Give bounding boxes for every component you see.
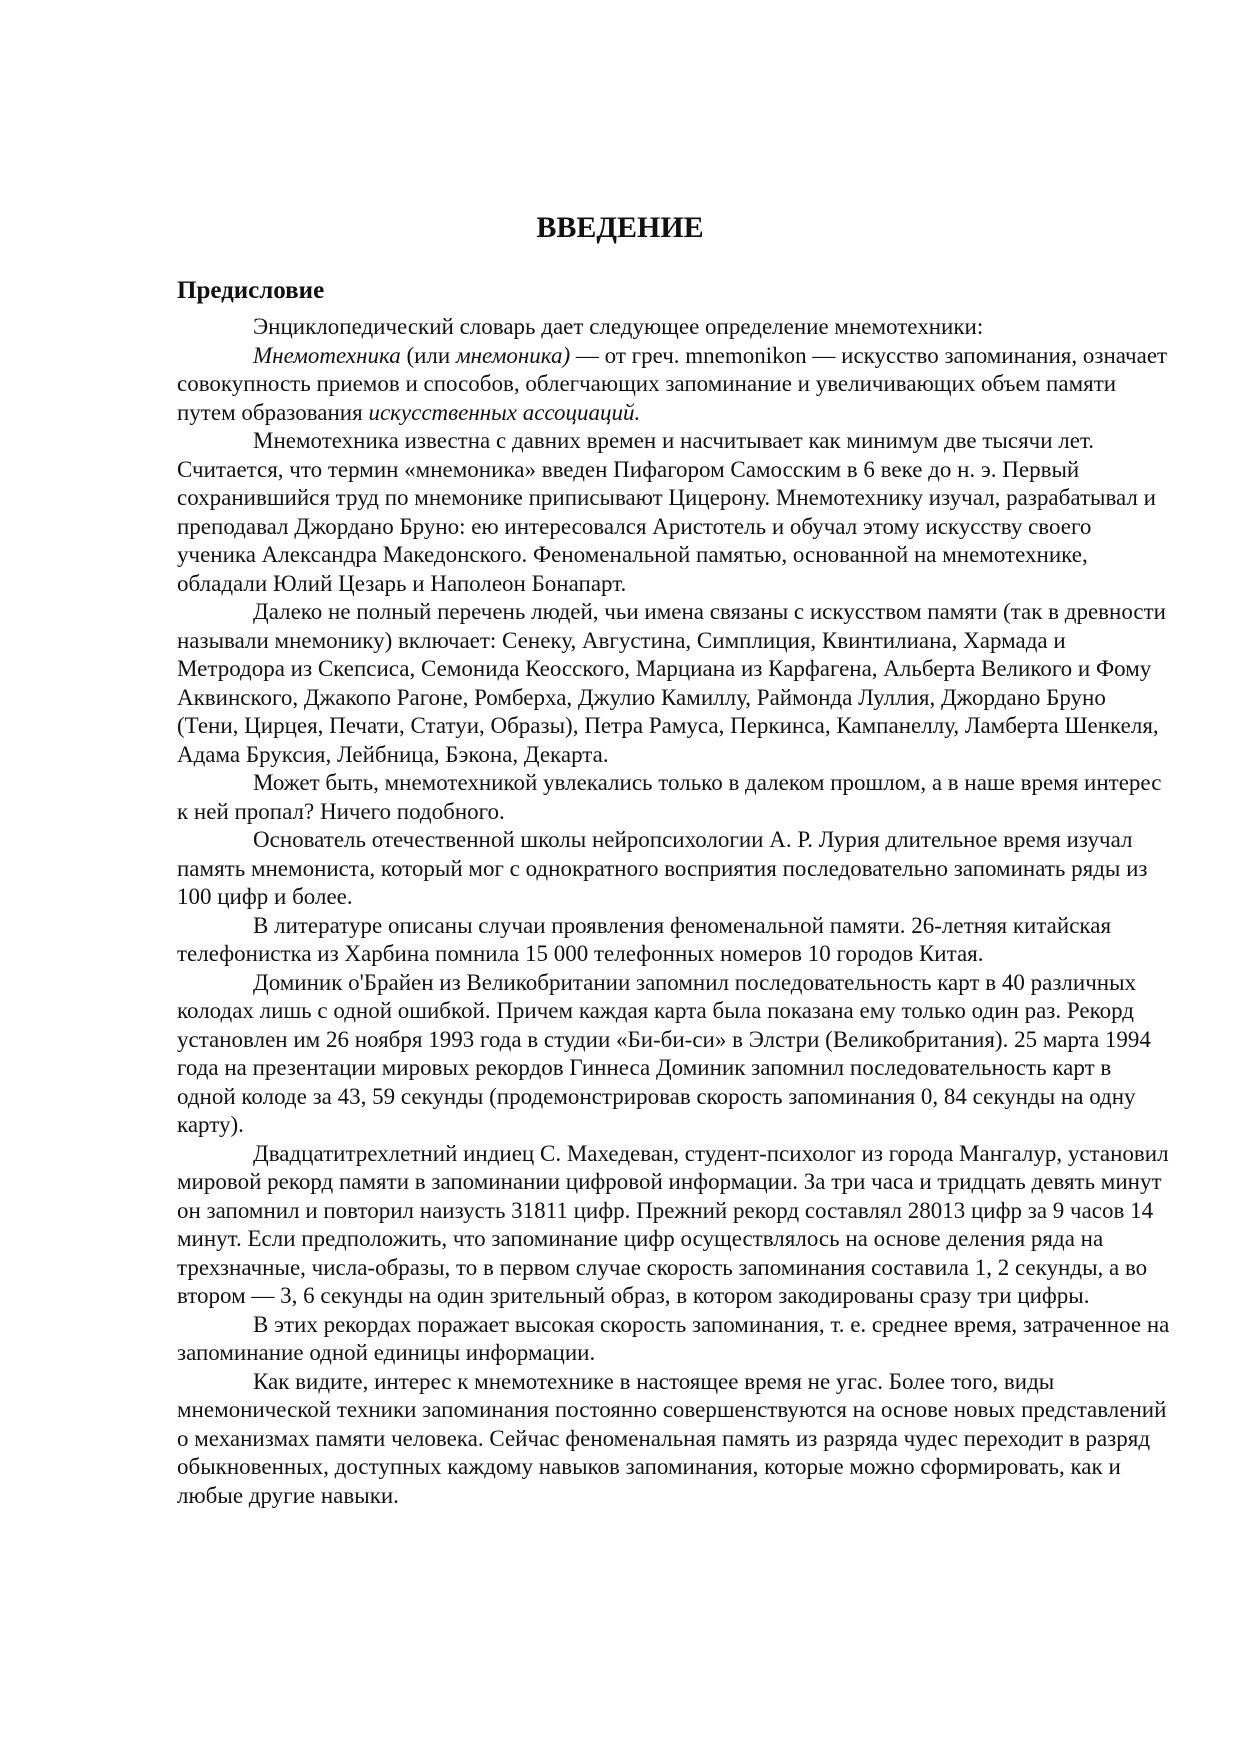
italic-text: искусственных ассоциаций. xyxy=(368,399,641,425)
paragraph-text: Может быть, мнемотехникой увлекались только в далеком прошлом, а в наше время интерес к ней пропал? Ничего подобного. xyxy=(177,770,1162,824)
paragraph-text: — от греч. mnemonikon — искусство запоминания, означает совокупность приемов и способов, облегчающих запоминание и увеличивающих объем памяти путем образования xyxy=(177,342,1168,425)
paragraph xyxy=(177,598,1172,769)
paragraph-text: Основатель отечественной школы нейропсихологии А. Р. Лурия длительное время изучал память мнемониста, который мог с однократного восприятия последовательно запоминать ряды из 100 цифр и более. xyxy=(177,827,1148,909)
paragraph-text: В литературе описаны случаи проявления феноменальной памяти. 26-летняя китайская телефонистка из Харбина помнила 15 000 телефонных номеров 10 городов Китая. xyxy=(177,912,1112,966)
body-text xyxy=(177,313,1172,1510)
paragraph-text: Доминик о'Брайен из Великобритании запомнил последовательность карт в 40 различных колодах лишь с одной ошибкой. Причем каждая карта была показана ему только один раз. Рекорд установлен им 26 ноября 1993 года в студии «Би-би-си» в Элстри (Великобритания). 25 марта 1994 года на презентации мировых рекордов Гиннеса Доминик запомнил последовательность карт в одной колоде за 43, 59 секунды (продемонстрировав скорость запоминания 0, 84 секунды на одну карту). xyxy=(177,969,1151,1137)
paragraph xyxy=(177,342,1172,428)
italic-text: Мнемотехника xyxy=(253,342,401,368)
paragraph xyxy=(177,912,1172,969)
paragraph xyxy=(177,1368,1172,1511)
paragraph-text: Мнемотехника известна с давних времен и насчитывает как минимум две тысячи лет. Считается, что термин «мнемоника» введен Пифагором Самосским в 6 веке до н. э. Первый сохранившийся труд по мнемонике приписывают Цицерону. Мнемотехнику изучал, разрабатывал и преподавал Джордано Бруно: ею интересовался Аристотель и обучал этому искусству своего ученика Александра Македонского. Феноменальной памятью, основанной на мнемотехнике, обладали Юлий Цезарь и Наполеон Бонапарт. xyxy=(177,428,1156,596)
page-title: ВВЕДЕНИЕ xyxy=(536,211,704,244)
paragraph-text: Двадцатитрехлетний индиец С. Махедеван, студент-психолог из города Мангалур, установил мировой рекорд памяти в запоминании цифровой информации. За три часа и тридцать девять минут он запомнил и повторил наизусть 31811 цифр. Прежний рекорд составлял 28013 цифр за 9 часов 14 минут. Если предположить, что запоминание цифр осуществлялось на основе деления ряда на трехзначные, числа-образы, то в первом случае скорость запоминания составила 1, 2 секунды, а во втором — 3, 6 секунды на один зрительный образ, в котором закодированы сразу три цифры. xyxy=(177,1140,1169,1308)
paragraph-text: (или xyxy=(400,342,456,368)
paragraph xyxy=(177,427,1172,598)
paragraph-text: Энциклопедический словарь дает следующее определение мнемотехники: xyxy=(253,314,984,339)
paragraph xyxy=(177,1140,1172,1311)
paragraph xyxy=(177,969,1172,1140)
italic-text: мнемоника) xyxy=(455,342,571,368)
section-heading: Предисловие xyxy=(177,277,325,304)
paragraph xyxy=(177,1311,1172,1368)
paragraph xyxy=(177,313,1172,342)
paragraph-text: В этих рекордах поражает высокая скорость запоминания, т. е. среднее время, затраченное на запоминание одной единицы информации. xyxy=(177,1311,1170,1365)
paragraph-text: Как видите, интерес к мнемотехнике в настоящее время не угас. Более того, виды мнемонической техники запоминания постоянно совершенствуются на основе новых представлений о механизмах памяти человека. Сейчас феноменальная память из разряда чудес переходит в разряд обыкновенных, доступных каждому навыков запоминания, которые можно сформировать, как и любые другие навыки. xyxy=(177,1368,1167,1508)
paragraph xyxy=(177,826,1172,912)
paragraph xyxy=(177,769,1172,826)
paragraph-text: Далеко не полный перечень людей, чьи имена связаны с искусством памяти (так в древности называли мнемонику) включает: Сенеку, Августина, Симплиция, Квинтилиана, Хармада и Метродора из Скепсиса, Семонида Кеосского, Марциана из Карфагена, Альберта Великого и Фому Аквинского, Джакопо Рагоне, Ромберха, Джулио Камиллу, Раймонда Луллия, Джордано Бруно (Тени, Цирцея, Печати, Статуи, Образы), Петра Рамуса, Перкинса, Кампанеллу, Ламберта Шенкеля, Адама Бруксия, Лейбница, Бэкона, Декарта. xyxy=(177,599,1166,767)
